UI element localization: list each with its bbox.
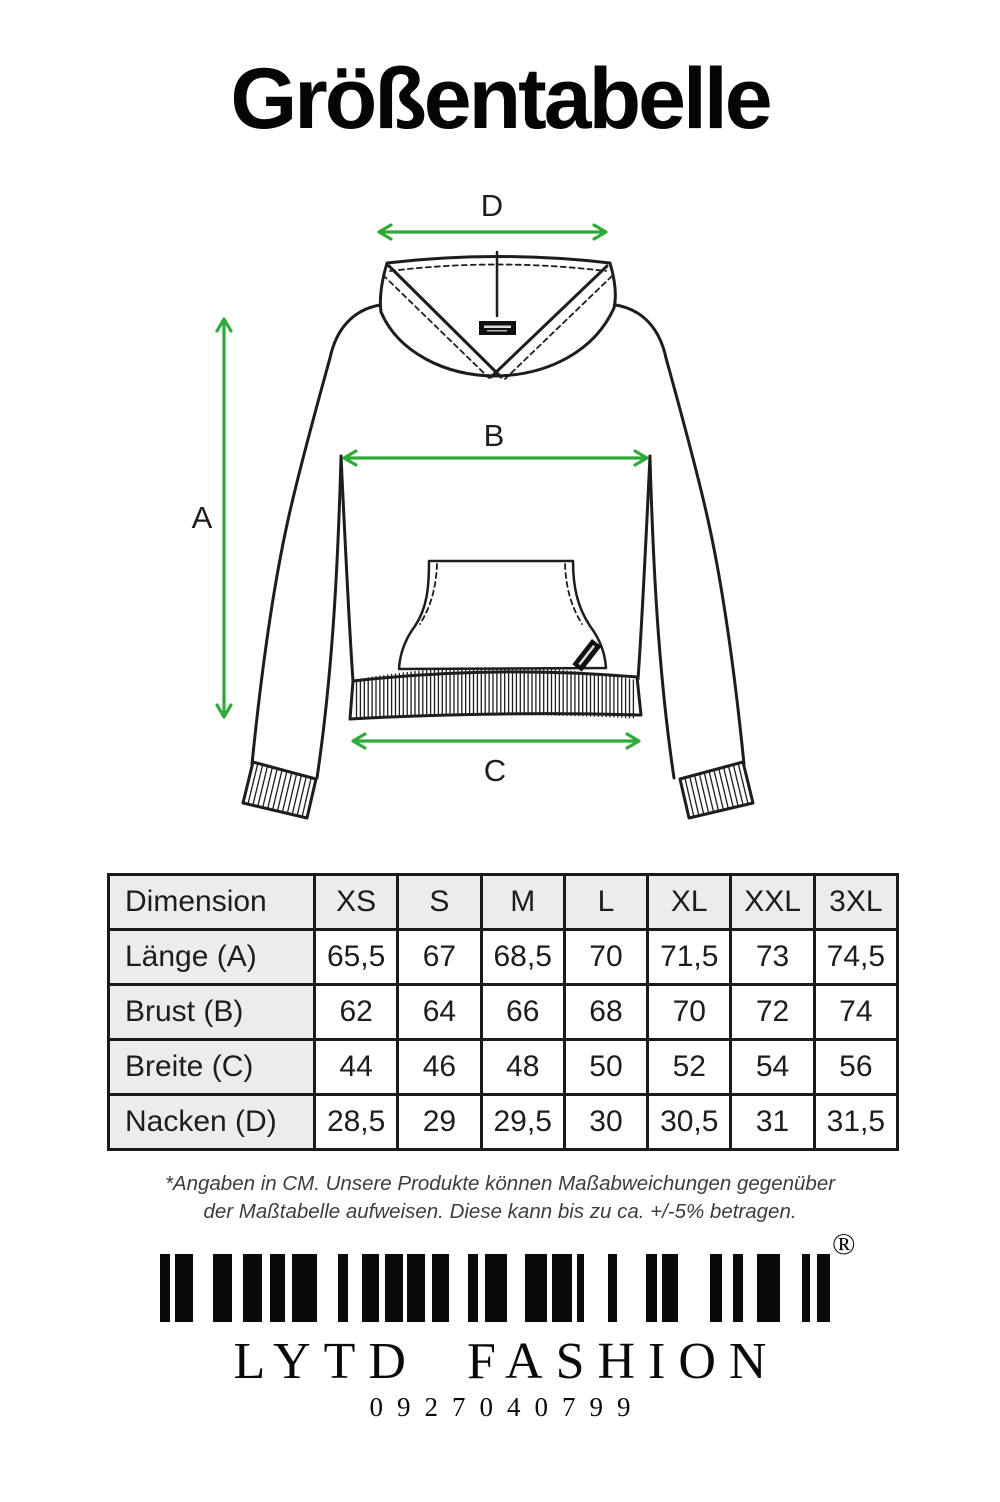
barcode-bar [525,1254,547,1322]
size-table-header-row [109,875,898,930]
cell: 74,5 [814,930,897,985]
barcode-bar [485,1254,507,1322]
page-title: Größentabelle [230,51,770,147]
cell: 70 [648,985,731,1040]
row-label: Brust (B) [109,985,315,1040]
cell: 67 [398,930,481,985]
cell: 44 [315,1040,398,1095]
cell: 68,5 [481,930,564,985]
table-row-nacken [109,1095,898,1150]
barcode-bar [577,1254,584,1322]
col-header-xl: XL [648,875,731,930]
col-header-dimension: Dimension [109,875,315,930]
barcode-bar [608,1254,617,1322]
cell: 62 [315,985,398,1040]
barcode-bar [270,1254,285,1322]
arrow-b-chest [344,451,647,465]
row-label: Breite (C) [109,1040,315,1095]
cell: 30 [564,1095,647,1150]
right-cuff [680,762,753,818]
label-c: C [483,753,507,788]
registered-trademark-icon: ® [832,1226,856,1261]
col-header-xs: XS [315,875,398,930]
barcode-bar [468,1254,478,1322]
cell: 73 [731,930,814,985]
row-label: Nacken (D) [109,1095,315,1150]
barcode-bar [213,1254,232,1322]
cell: 72 [731,985,814,1040]
cell: 71,5 [648,930,731,985]
barcode-bar [175,1254,193,1322]
label-a: A [191,500,213,535]
col-header-s: S [398,875,481,930]
cell: 64 [398,985,481,1040]
disclaimer [0,1170,1000,1226]
cell: 52 [648,1040,731,1095]
barcode-bar [407,1254,425,1322]
serial-number: 0927040799 [369,1392,645,1422]
arrow-c-width [353,734,639,748]
barcode-bar [757,1254,780,1322]
barcode-bar [385,1254,403,1322]
barcode-bar [362,1254,379,1322]
table-row-laenge [109,930,898,985]
col-header-m: M [481,875,564,930]
size-table [107,873,899,1151]
col-header-l: L [564,875,647,930]
label-d: D [480,188,504,223]
barcode-bar [733,1254,743,1322]
col-header-xxl: XXL [731,875,814,930]
cell: 29,5 [481,1095,564,1150]
barcode-bar [802,1254,810,1322]
table-row-breite [109,1040,898,1095]
cell: 29 [398,1095,481,1150]
barcode-bar [160,1254,170,1322]
cell: 70 [564,930,647,985]
col-header-3xl: 3XL [814,875,897,930]
arrow-a-length [217,319,231,717]
cell: 66 [481,985,564,1040]
cell: 74 [814,985,897,1040]
cell: 31 [731,1095,814,1150]
barcode-bar [817,1254,830,1322]
cell: 65,5 [315,930,398,985]
cell: 28,5 [315,1095,398,1150]
cell: 46 [398,1040,481,1095]
arrow-d-neck [379,225,606,239]
cell: 50 [564,1040,647,1095]
brand-name: LYTD FASHION [233,1333,780,1390]
hoodie-diagram [0,180,1000,870]
left-cuff [243,762,316,818]
kangaroo-pocket [399,561,606,669]
barcode-bar [243,1254,262,1322]
barcode-bar [338,1254,348,1322]
barcode-bar [646,1254,657,1322]
cell: 30,5 [648,1095,731,1150]
hood [380,252,615,379]
barcode [0,1254,1000,1322]
cell: 54 [731,1040,814,1095]
disclaimer-line-1: *Angaben in CM. Unsere Produkte können Maßabweichungen gegenüber [164,1172,836,1195]
cell: 68 [564,985,647,1040]
cell: 48 [481,1040,564,1095]
table-row-brust [109,985,898,1040]
cell: 31,5 [814,1095,897,1150]
cell: 56 [814,1040,897,1095]
row-label: Länge (A) [109,930,315,985]
barcode-bar [432,1254,449,1322]
barcode-bar [552,1254,572,1322]
label-b: B [483,418,505,453]
barcode-bar [710,1254,722,1322]
barcode-bar [292,1254,317,1322]
disclaimer-line-2: der Maßtabelle aufweisen. Diese kann bis zu ca. +/-5% betragen. [203,1200,797,1223]
hood-tag [479,321,516,335]
waistband [350,668,641,719]
barcode-bar [662,1254,678,1322]
